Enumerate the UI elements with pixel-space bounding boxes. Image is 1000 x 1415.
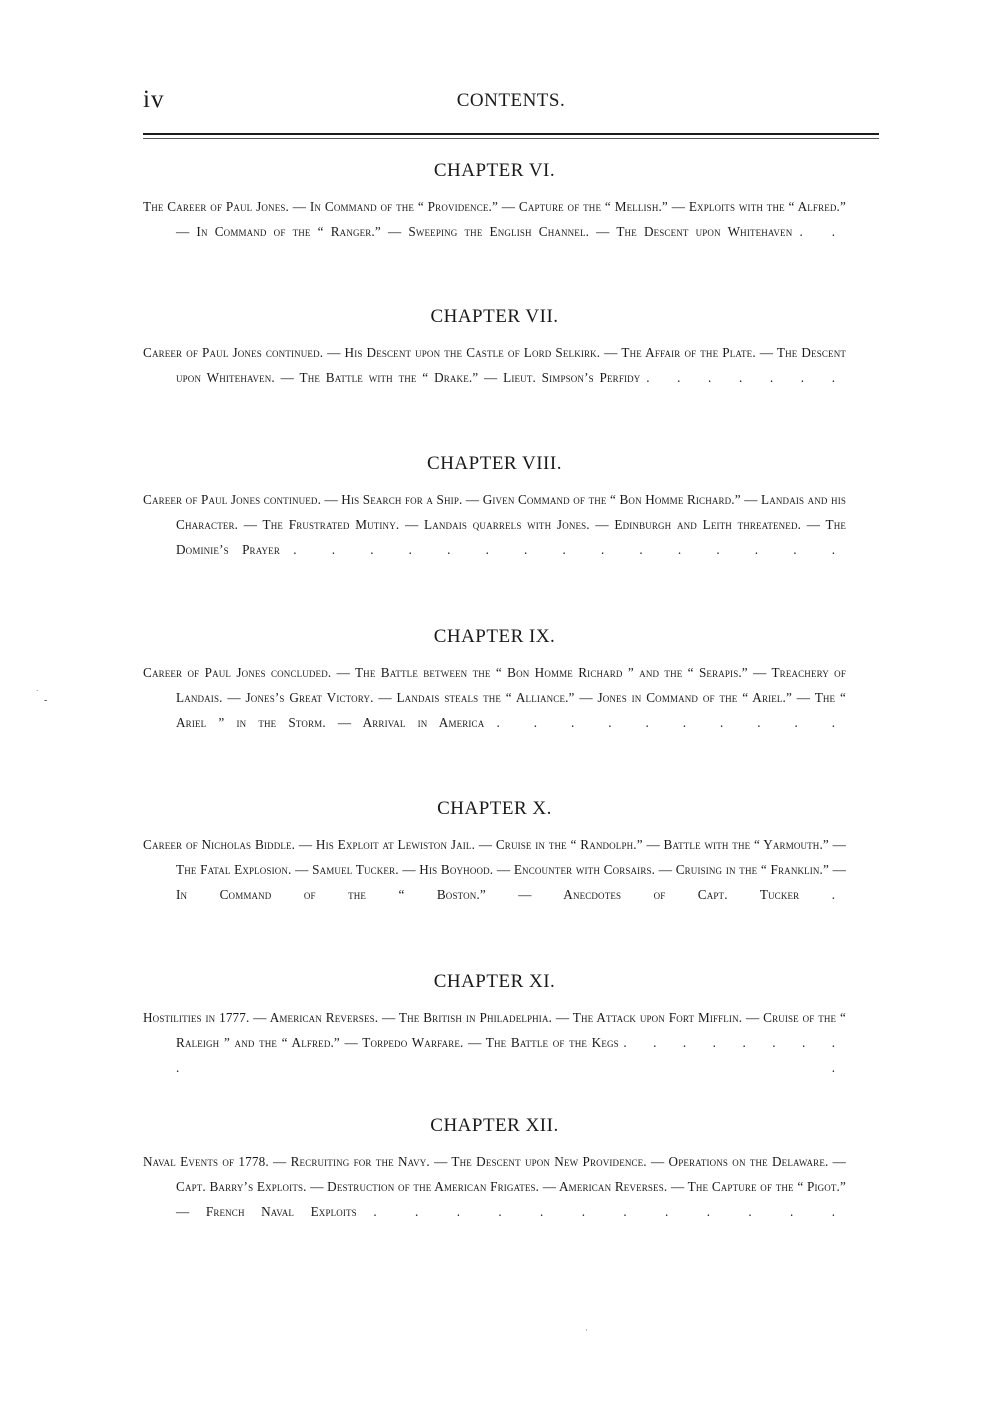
dot-leader: . . . . . . . bbox=[646, 370, 847, 385]
chapter-summary bbox=[143, 487, 846, 562]
dot-leader: . . . . . . . . . . bbox=[176, 1035, 846, 1075]
chapter-heading: CHAPTER XII. bbox=[430, 1115, 559, 1136]
dot-leader: . . . . . . . . . . . . bbox=[373, 1204, 847, 1219]
header-rule bbox=[143, 133, 879, 135]
chapter-summary bbox=[143, 832, 846, 907]
page-number: iv bbox=[143, 86, 165, 113]
chapter-heading: CHAPTER XI. bbox=[433, 971, 556, 992]
chapter-heading: CHAPTER X. bbox=[437, 798, 552, 819]
summary-text: Career of Nicholas Biddle. — His Exploit at Lewiston Jail. — Cruise in the “ Randolph.” — Battle with the “ Yarmouth.” — The Fatal Explosion. — Samuel Tucker. — His Boyhood. — Encounter with Corsairs. — Cruising in the “ Franklin.” — In Command of the “ Boston.” — Anecdotes of Capt. Tucker bbox=[143, 837, 846, 902]
chapter-heading: CHAPTER VII. bbox=[430, 306, 559, 327]
chapter-10-entry bbox=[143, 796, 846, 907]
summary-text: Naval Events of 1778. — Recruiting for the Navy. — The Descent upon New Providence. — Operations on the Delaware. — Capt. Barry’s Exploits. — Destruction of the American Frigates. — American Reverses. — The Capture of the “ Pigot.” — French Naval Exploits bbox=[143, 1154, 846, 1219]
dot-leader: . bbox=[831, 887, 846, 902]
page-title: CONTENTS. bbox=[456, 90, 566, 111]
chapter-6-entry bbox=[143, 158, 846, 244]
running-head bbox=[143, 86, 879, 126]
dot-leader: . . . . . . . . . . . . . . . bbox=[293, 542, 846, 557]
print-speck: · bbox=[36, 687, 39, 695]
summary-text: Career of Paul Jones continued. — His Descent upon the Castle of Lord Selkirk. — The Affair of the Plate. — The Descent upon Whitehaven. — The Battle with the “ Drake.” — Lieut. Simpson’s Perfidy bbox=[143, 345, 846, 385]
summary-text: Career of Paul Jones continued. — His Search for a Ship. — Given Command of the “ Bon Homme Richard.” — Landais and his Character. — The Frustrated Mutiny. — Landais quarrels with Jones. — Edinburgh and Leith threatened. — The Dominie’s Prayer bbox=[143, 492, 846, 557]
chapter-heading: CHAPTER VIII. bbox=[427, 453, 562, 474]
header-rule-thin bbox=[143, 138, 879, 139]
print-speck: · bbox=[585, 1326, 588, 1335]
chapter-heading: CHAPTER VI. bbox=[433, 160, 556, 181]
chapter-11-entry bbox=[143, 969, 846, 1080]
dot-leader: . . bbox=[799, 224, 847, 239]
chapter-12-entry bbox=[143, 1113, 846, 1224]
chapter-9-entry bbox=[143, 624, 846, 735]
chapter-heading: CHAPTER IX. bbox=[433, 626, 556, 647]
summary-text: Career of Paul Jones concluded. — The Battle between the “ Bon Homme Richard ” and the “ Serapis.” — Treachery of Landais. — Jones’s Great Victory. — Landais steals the “ Alliance.” — Jones in Command of the “ Ariel.” — The “ Ariel ” in the Storm. — Arrival in America bbox=[143, 665, 846, 730]
chapter-summary bbox=[143, 660, 846, 735]
chapter-7-entry bbox=[143, 304, 846, 390]
chapter-8-entry bbox=[143, 451, 846, 562]
summary-text: Hostilities in 1777. — American Reverses. — The British in Philadelphia. — The Attack upon Fort Mifflin. — Cruise of the “ Raleigh ” and the “ Alfred.” — Torpedo Warfare. — The Battle of the Kegs bbox=[143, 1010, 846, 1050]
dot-leader: . . . . . . . . . . bbox=[496, 715, 846, 730]
summary-text: The Career of Paul Jones. — In Command of the “ Providence.” — Capture of the “ Mellish.” — Exploits with the “ Alfred.” — In Command of the “ Ranger.” — Sweeping the English Channel. — The Descent upon Whitehaven bbox=[143, 199, 846, 239]
print-speck: - bbox=[44, 695, 48, 706]
chapter-summary bbox=[143, 1149, 846, 1224]
chapter-summary bbox=[143, 340, 846, 390]
chapter-summary bbox=[143, 194, 846, 244]
chapter-summary bbox=[143, 1005, 846, 1080]
